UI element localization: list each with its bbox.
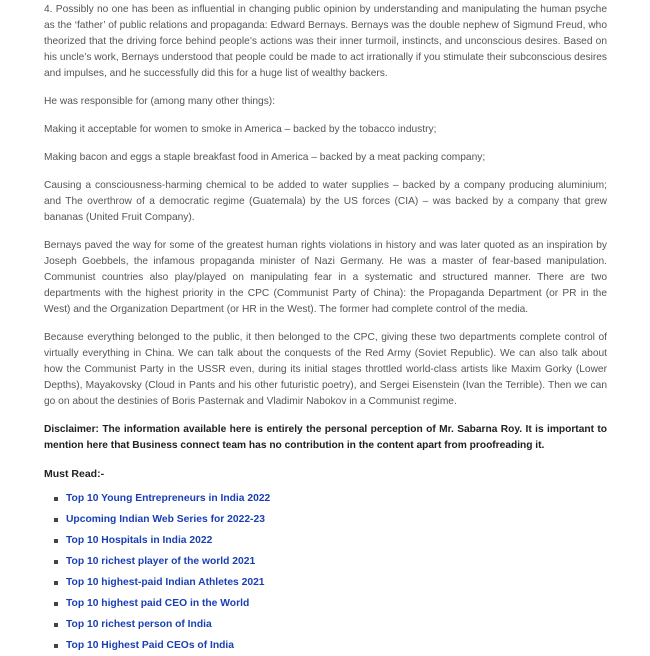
- link-athletes[interactable]: Top 10 highest-paid Indian Athletes 2021: [66, 577, 265, 588]
- paragraph-goebbels: Bernays paved the way for some of the greatest human rights violations in history and was later quoted as an inspiration by Joseph Goebbels, the infamous propaganda minister of Nazi Germany. He was a master of fear-based manipulation. Communist countries also play/played on manipulating fear in a systematic and structured manner. There are two departments with the highest priority in the CPC (Communist Party of China): the Propaganda Department (or PR in the West) and the Organization Department (or HR in the West). The former had complete control of the media.: [44, 240, 607, 315]
- list-item: [54, 614, 607, 635]
- disclaimer: Disclaimer: The information available here is entirely the personal perception of Mr. Sabarna Roy. It is important to mention here that Business connect team has no contribution in the content apart from proofreading it.: [44, 424, 607, 451]
- bullet-icon: [54, 518, 58, 522]
- link-richest-india[interactable]: Top 10 richest person of India: [66, 619, 212, 630]
- article-body: [44, 0, 607, 656]
- paragraph-smoking: Making it acceptable for women to smoke in America – backed by the tobacco industry;: [44, 124, 437, 135]
- bullet-icon: [54, 581, 58, 585]
- list-item: [54, 551, 607, 572]
- link-ceo-world[interactable]: Top 10 highest paid CEO in the World: [66, 598, 250, 609]
- bullet-icon: [54, 539, 58, 543]
- link-web-series[interactable]: Upcoming Indian Web Series for 2022-23: [66, 514, 265, 525]
- must-read-heading: Must Read:-: [44, 468, 105, 480]
- paragraph-water-chemical: Causing a consciousness-harming chemical to be added to water supplies – backed by a company producing aluminium; and The overthrow of a democratic regime (Guatemala) by the US forces (CIA) – was backed by a company that grew bananas (United Fruit Company).: [44, 180, 607, 223]
- list-item: [54, 572, 607, 593]
- paragraph-bacon-eggs: Making bacon and eggs a staple breakfast food in America – backed by a meat packing company;: [44, 152, 486, 163]
- must-read-list: [44, 488, 607, 656]
- link-ceos-india[interactable]: Top 10 Highest Paid CEOs of India: [66, 640, 235, 651]
- paragraph-cpc: Because everything belonged to the public, it then belonged to the CPC, giving these two departments complete control of virtually everything in China. We can talk about the conquests of the Red Army (Soviet Republic). We can also talk about how the Communist Party in the USSR even, during its initial stages throttled world-class artists like Maxim Gorky (Lower Depths), Mayakovsky (Cloud in Pants and his other futuristic poetry), and Sergei Eisenstein (Ivan the Terrible). Then we can go on about the destinies of Boris Pasternak and Vladimir Nabokov in a Communist regime.: [44, 332, 607, 407]
- list-item: [54, 488, 607, 509]
- link-young-entrepreneurs[interactable]: Top 10 Young Entrepreneurs in India 2022: [66, 493, 271, 504]
- bullet-icon: [54, 497, 58, 501]
- bullet-icon: [54, 602, 58, 606]
- list-item: [54, 509, 607, 530]
- bullet-icon: [54, 644, 58, 648]
- bullet-icon: [54, 560, 58, 564]
- list-item: [54, 593, 607, 614]
- paragraph-responsible: He was responsible for (among many other things):: [44, 96, 276, 107]
- link-richest-player[interactable]: Top 10 richest player of the world 2021: [66, 556, 256, 567]
- bullet-icon: [54, 623, 58, 627]
- list-item: [54, 635, 607, 656]
- paragraph-bernays-intro: 4. Possibly no one has been as influential in changing public opinion by understanding and manipulating the human psyche as the ‘father’ of public relations and propaganda: Edward Bernays. Bernays was the double nephew of Sigmund Freud, who theorized that the driving force behind people’s actions was their inner turmoil, instincts, and unconscious desires. Based on his uncle’s work, Bernays understood that people could be made to act irrationally if you stimulate their subconscious desires and impulses, and he successfully did this for a huge list of wealthy backers.: [44, 4, 607, 79]
- link-hospitals[interactable]: Top 10 Hospitals in India 2022: [66, 535, 213, 546]
- list-item: [54, 530, 607, 551]
